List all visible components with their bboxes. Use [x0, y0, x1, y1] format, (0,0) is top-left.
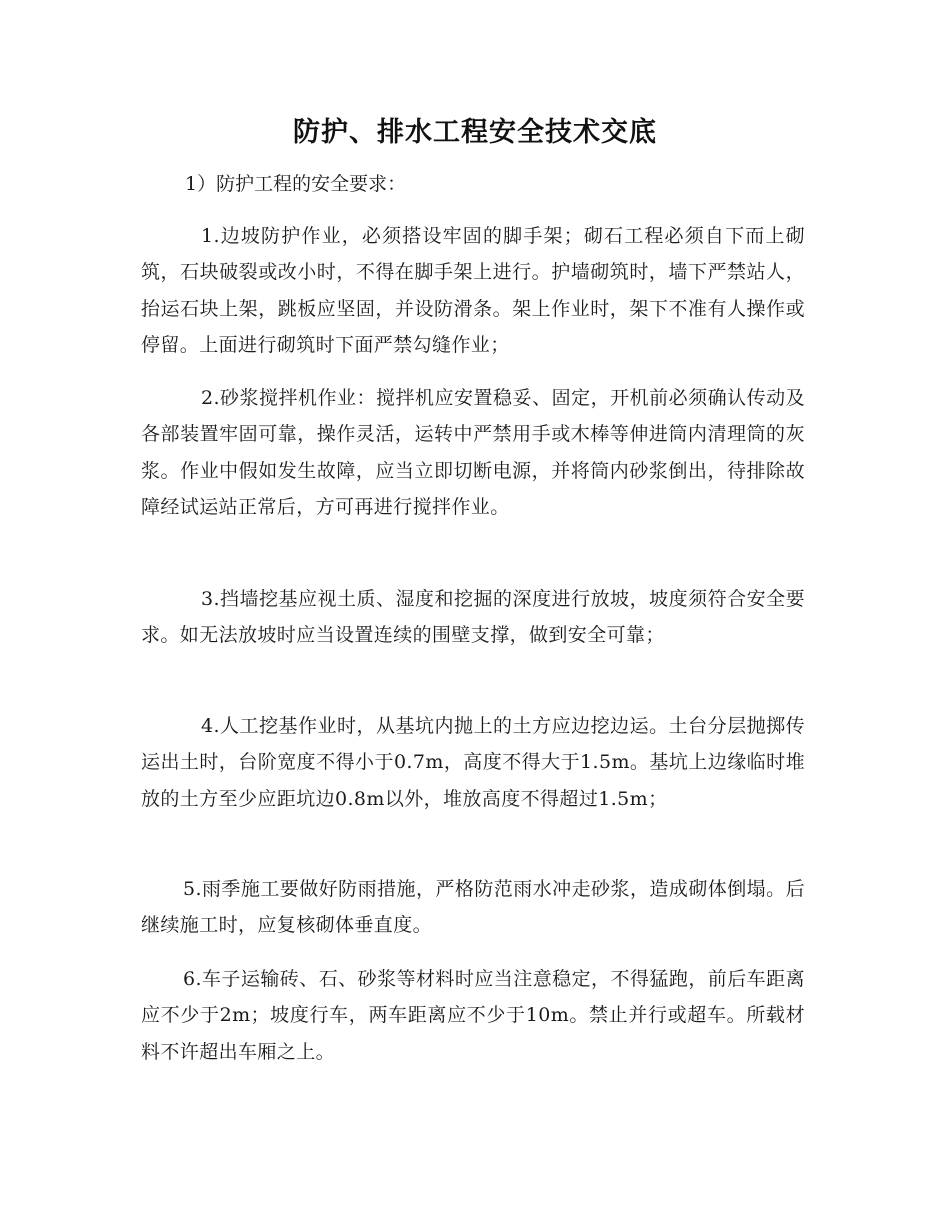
- paragraph-6: 6.车子运输砖、石、砂浆等材料时应当注意稳定，不得猛跑，前后车距离应不少于2m；坡度行车，两车距离应不少于10m。禁止并行或超车。所载材料不许超出车厢之上。: [141, 968, 805, 1063]
- paragraph-3: 3.挡墙挖基应视土质、湿度和挖掘的深度进行放坡，坡度须符合安全要求。如无法放坡时应当设置连续的围壁支撑，做到安全可靠；: [141, 588, 805, 647]
- paragraph-2: 2.砂浆搅拌机作业：搅拌机应安置稳妥、固定，开机前必须确认传动及各部装置牢固可靠，操作灵活，运转中严禁用手或木棒等伸进筒内清理筒的灰浆。作业中假如发生故障，应当立即切断电源，并将筒内砂浆倒出，待排除故障经试运站正常后，方可再进行搅拌作业。: [141, 387, 805, 518]
- paragraph-1: 1.边坡防护作业，必须搭设牢固的脚手架；砌石工程必须自下而上砌筑，石块破裂或改小时，不得在脚手架上进行。护墙砌筑时，墙下严禁站人，抬运石块上架，跳板应坚固，并设防滑条。架上作业时，架下不准有人操作或停留。上面进行砌筑时下面严禁勾缝作业；: [141, 225, 805, 356]
- paragraph-5: 5.雨季施工要做好防雨措施，严格防范雨水冲走砂浆，造成砌体倒塌。后继续施工时，应复核砌体垂直度。: [141, 878, 805, 937]
- paragraph-4: 4.人工挖基作业时，从基坑内抛上的土方应边挖边运。土台分层抛掷传运出土时，台阶宽度不得小于0.7m，高度不得大于1.5m。基坑上边缘临时堆放的土方至少应距坑边0.8m以外，堆放高度不得超过1.5m；: [141, 715, 805, 810]
- document-title: 防护、排水工程安全技术交底: [293, 117, 657, 148]
- section-heading: 1）防护工程的安全要求：: [185, 173, 407, 195]
